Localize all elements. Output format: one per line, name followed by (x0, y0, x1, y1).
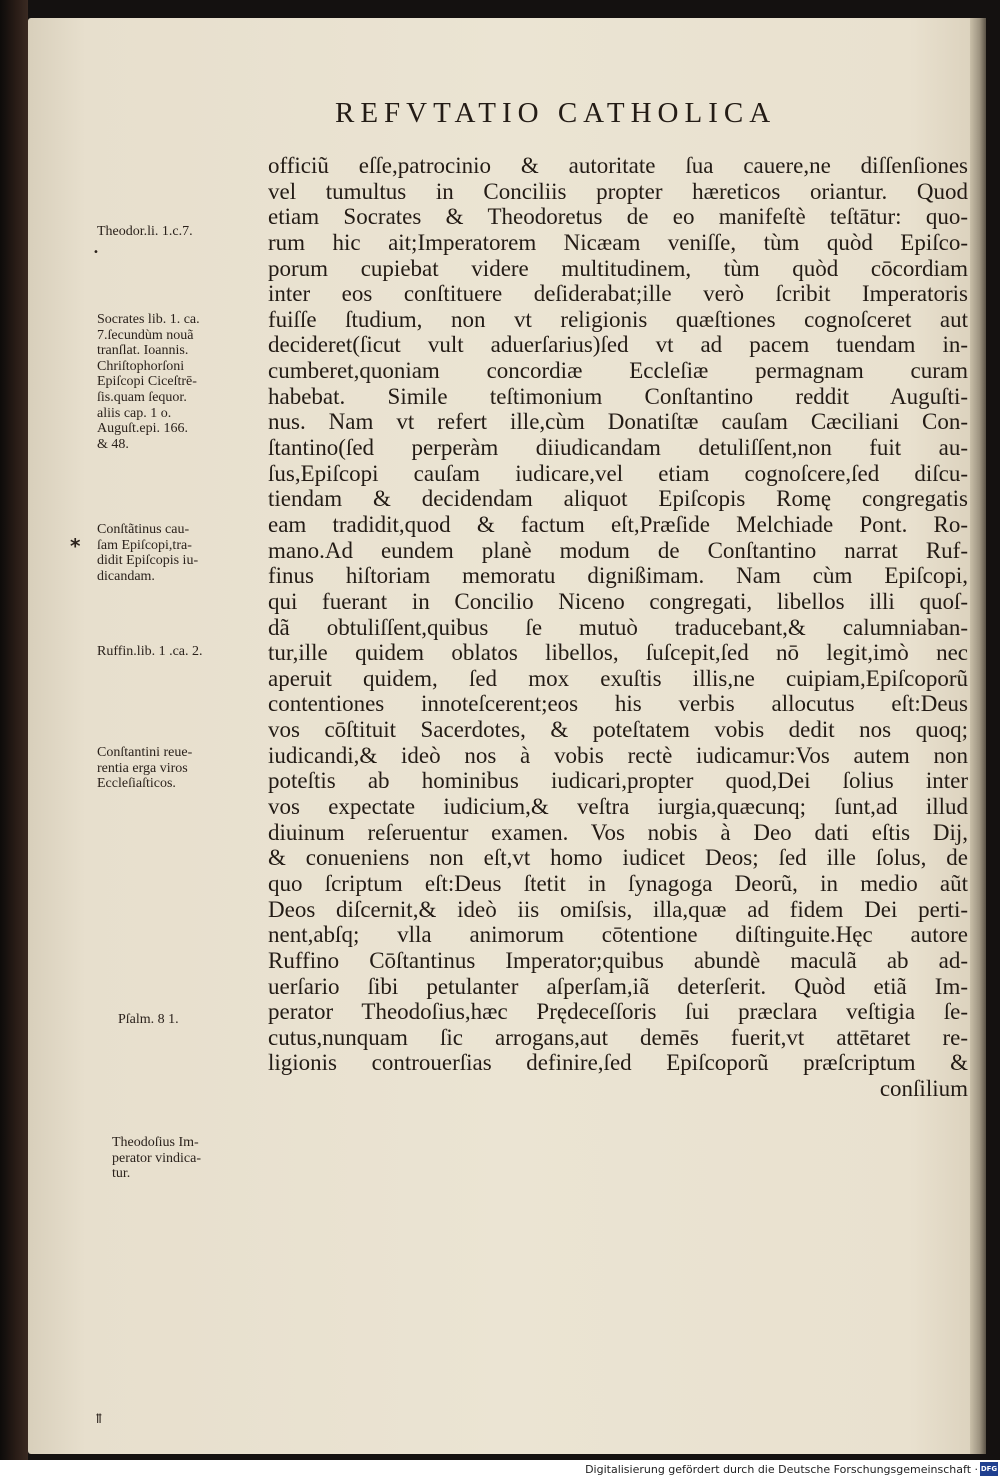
body-line: poteſtis ab hominibus iudicari,propter quod,Dei ſolius inter (268, 768, 968, 794)
margin-note-line: Chriſtophorſoni (97, 358, 185, 374)
margin-note-theodosius (112, 1135, 270, 1182)
body-line: iudicandi,& ideò nos à vobis rectè iudicamur:Vos autem non (268, 742, 968, 768)
body-line: nus. Nam vt refert ille,cùm Donatiſtæ cauſam Cæciliani Con- (268, 409, 968, 435)
body-line: tur,ille quidem oblatos libellos, ſuſcepit,ſed nō legit,imò nec (268, 640, 968, 666)
book-spine (0, 0, 28, 1460)
body-line: perator Theodoſius,hæc Prędeceſſoris ſui præclara veſtigia ſe- (268, 999, 968, 1025)
margin-note-line: Conſtantini reue- (97, 745, 193, 760)
margin-note-line: Epiſcopi Ciceſtrē- (97, 374, 197, 390)
margin-note-line: aliis cap. 1 o. (97, 405, 172, 421)
body-line: conſilium (879, 1076, 968, 1102)
body-line: rum hic ait;Imperatorem Nicæam veniſſe, tùm quòd Epiſco- (268, 229, 968, 255)
body-line: qui fuerant in Concilio Niceno congregati, libellos illi quoſ- (268, 588, 968, 614)
footer-printer-mark: ỻ (96, 1412, 102, 1426)
body-line: ſtantino(ſed perperàm diiudicandam detuliſſent,non fuit au- (268, 435, 968, 461)
body-line: diuinum reſeruentur examen. Vos nobis à Deo dati eſtis Dij, (268, 819, 968, 845)
margin-note-line: & 48. (97, 436, 129, 452)
body-line: nent,abſq; vlla animorum cōtentione diſtinguite.Hęc autore (268, 922, 968, 948)
digitization-footer (0, 1460, 1000, 1482)
body-text (268, 153, 968, 1102)
margin-note-line: tranſlat. Ioannis. (97, 343, 189, 359)
body-line: fuiſſe ſtudium, non vt religionis quæſtiones cognoſceret aut (268, 306, 968, 332)
body-line: cutus,nunquam ſic arrogans,aut demēs fuerit,vt attētaret re- (268, 1024, 968, 1050)
body-line: Ruffino Cōſtantinus Imperator;quibus abundè maculã ab ad- (268, 947, 968, 973)
body-line: ligionis controuerſias definire,ſed Epiſcoporũ præſcriptum & (268, 1050, 968, 1076)
body-line: & conueniens non eſt,vt homo iudicet Deos; ſed ille ſolus, de (268, 845, 968, 871)
margin-note-line: 7.ſecundùm nouã (97, 327, 194, 343)
margin-note-line: Conſtãtinus cau- (97, 522, 190, 537)
body-line: cumberet,quoniam concordiæ Eccleſiæ permagnam curam (268, 358, 968, 384)
margin-note-line: perator vindica- (112, 1150, 202, 1166)
body-line: tiendam & decidendam aliquot Epiſcopis Romę congregatis (268, 486, 968, 512)
margin-note-constantinus (97, 522, 255, 584)
asterisk-mark: * (70, 534, 81, 558)
body-line: eam tradidit,quod & factum eſt,Præſide Melchiade Pont. Ro- (268, 511, 968, 537)
footer-credit: Digitalisierung gefördert durch die Deutsche Forschungsgemeinschaft · (585, 1463, 978, 1476)
body-line: uerſario ſibi petulanter aſperſam,iã deterſerit. Quòd etiã Im- (268, 973, 968, 999)
body-line: vos expectate iudicium,& veſtra iurgia,quæcunq; ſunt,ad illud (268, 794, 968, 820)
bullet-mark: • (93, 247, 99, 258)
margin-note-psalm (118, 1012, 276, 1028)
body-line: Deos diſcernit,& ideò iis omiſsis, illa,quæ ad fidem Dei perti- (268, 896, 968, 922)
margin-note-line: Auguſt.epi. 166. (97, 421, 188, 437)
margin-note-line: ſis.quam ſequor. (97, 389, 187, 405)
body-line: inter eos conſtituere deſiderabat;ille verò ſcribit Imperatoris (268, 281, 968, 307)
body-line: officiũ eſſe,patrocinio & autoritate ſua cauere,ne diſſenſiones (268, 153, 968, 178)
margin-note-line: Pſalm. 8 1. (118, 1012, 179, 1027)
body-line: mano.Ad eundem planè modum de Conſtantino narrat Ruf- (268, 537, 968, 563)
running-title: REFVTATIO CATHOLICA (335, 97, 777, 129)
dfg-logo: DFG (980, 1462, 998, 1476)
margin-note-line: Ruffin.lib. 1 .ca. 2. (97, 644, 203, 659)
margin-note-ruffin (97, 644, 255, 660)
margin-note-socrates (97, 312, 255, 452)
body-line: vel tumultus in Conciliis propter hæreticos oriantur. Quod (268, 178, 968, 204)
margin-note-line: Theodor.li. 1.c.7. (97, 224, 193, 239)
body-line: quo ſcriptum eſt:Deus ſtetit in ſynagoga Deorũ, in medio aũt (268, 870, 968, 896)
page-edge-shadow (970, 18, 986, 1454)
body-line: contentiones innoteſcerent;eos his verbis allocutus eſt:Deus (268, 691, 968, 717)
body-line: porum cupiebat videre multitudinem, tùm quòd cōcordiam (268, 255, 968, 281)
margin-note-line: Socrates lib. 1. ca. (97, 312, 200, 327)
margin-note-line: dicandam. (97, 568, 155, 584)
body-line: habebat. Simile teſtimonium Conſtantino reddit Auguſti- (268, 383, 968, 409)
body-line: ſus,Epiſcopi cauſam iudicare,vel etiam cognoſcere,ſed diſcu- (268, 460, 968, 486)
body-line: decideret(ſicut vult aduerſarius)ſed vt ad pacem tuendam in- (268, 332, 968, 358)
body-line: aperuit quidem, ſed mox exuſtis illis,ne cuipiam,Epiſcoporũ (268, 665, 968, 691)
margin-note-line: didit Epiſcopis iu- (97, 553, 199, 569)
body-line: dã obtuliſſent,quibus ſe mutuò traducebant,& calumniaban- (268, 614, 968, 640)
margin-note-line: rentia erga viros (97, 760, 188, 776)
body-line: vos cōſtituit Sacerdotes, & poteſtatem vobis dedit nos quoq; (268, 717, 968, 743)
margin-note-line: tur. (112, 1166, 131, 1182)
body-line: etiam Socrates & Theodoretus de eo manifeſtè teſtātur: quo- (268, 204, 968, 230)
margin-note-theodor (97, 224, 255, 240)
margin-note-constantini-reuerentia (97, 745, 255, 792)
body-line: finus hiſtoriam memoratu dignißimam. Nam cùm Epiſcopi, (268, 563, 968, 589)
margin-note-line: Eccleſiaſticos. (97, 776, 176, 792)
margin-note-line: Theodoſius Im- (112, 1135, 199, 1150)
margin-note-line: ſam Epiſcopi,tra- (97, 537, 192, 553)
